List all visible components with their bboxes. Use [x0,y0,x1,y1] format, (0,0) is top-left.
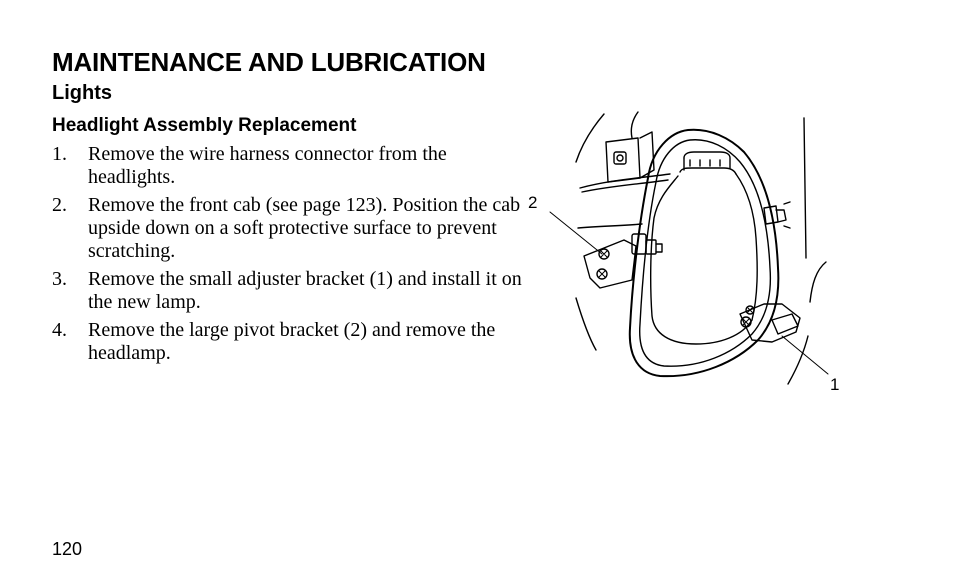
procedure-steps [52,143,532,370]
headlight-housing [630,130,779,376]
step-item [52,143,532,189]
step-item [52,194,532,263]
step-text: Remove the large pivot bracket (2) and remove the headlamp. [88,319,496,364]
step-text: Remove the small adjuster bracket (1) and install it on the new lamp. [88,268,522,313]
headlight-assembly-diagram [520,108,850,398]
step-number: 1. [52,143,67,165]
callout-2: 2 [528,193,538,212]
callout-1: 1 [830,375,840,394]
leader-line-2 [550,212,602,254]
leader-line-1 [782,336,828,374]
step-item [52,319,532,365]
procedure-title: Headlight Assembly Replacement [52,115,357,136]
frame-lines-right [788,118,826,384]
step-number: 4. [52,319,67,341]
upper-bracket [606,132,654,182]
step-number: 3. [52,268,67,290]
page-number: 120 [52,539,83,559]
subsection-title: Lights [52,82,112,104]
step-text: Remove the wire harness connector from the headlights. [88,143,447,188]
step-item [52,268,532,314]
section-title: MAINTENANCE AND LUBRICATION [52,47,486,77]
side-connector [764,202,790,228]
step-number: 2. [52,194,67,216]
step-text: Remove the front cab (see page 123). Position the cab upside down on a soft protective surface to prevent scratching. [88,194,521,262]
cab-structure-lines [576,112,670,350]
